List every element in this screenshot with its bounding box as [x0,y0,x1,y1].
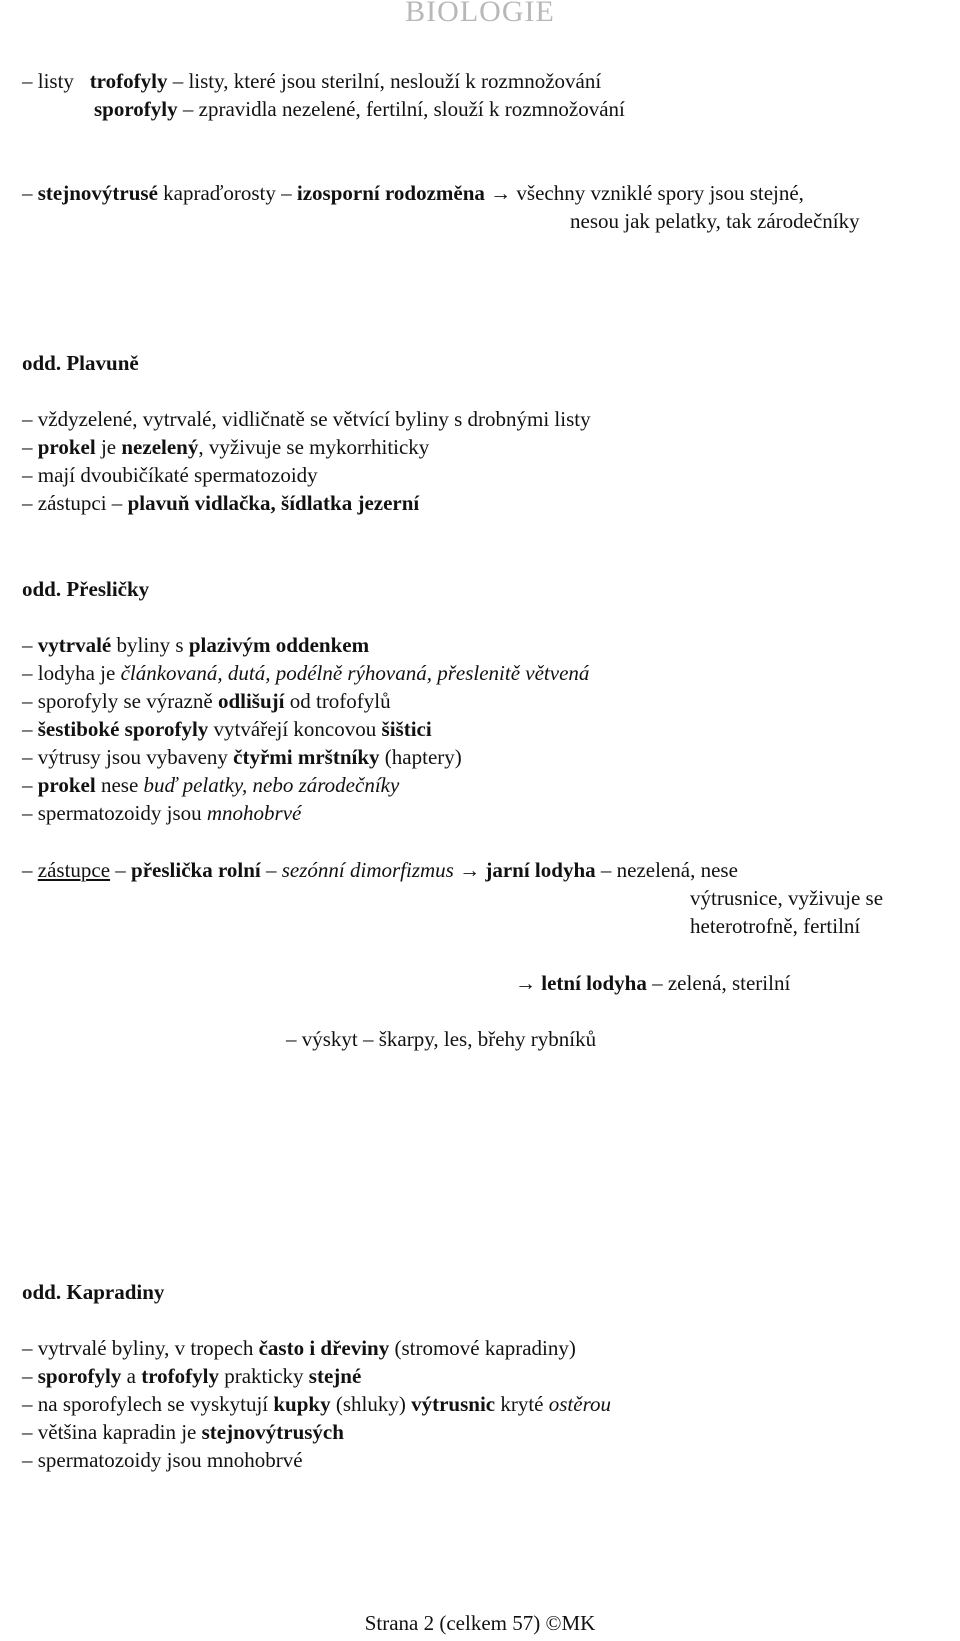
listy-desc-1: – listy, které jsou sterilní, neslouží k rozmnožování [172,69,602,93]
term: sporofyly [37,1364,122,1388]
text: od trofofylů [289,689,391,713]
dash: – [22,858,33,882]
term-zastupci: plavuň vidlačka, šídlatka jezerní [127,491,420,515]
arrow-icon: → [459,858,481,882]
term: jarní lodyha [485,858,596,882]
term-stejnovytruse: stejnovýtrusé [37,181,158,205]
term: čtyřmi mrštníky [233,745,380,769]
listy-line-1 [22,68,601,94]
page-footer: Strana 2 (celkem 57) ©MK [364,1611,596,1635]
term: přeslička rolní [131,858,261,882]
kapradiny-item-1 [22,1335,576,1361]
text: je [100,435,117,459]
text: – většina kapradin je [22,1420,197,1444]
preslicky-item-3 [22,688,391,714]
page-header: BIOLOGIE [405,0,555,28]
dash: – [115,858,126,882]
term: letní lodyha [541,971,647,995]
arrow-icon: → [490,181,512,205]
term: šištici [381,717,432,741]
zastupce-cont-1: výtrusnice, vyživuje se [690,886,884,910]
stejno-mid: kapraďorosty – [163,181,292,205]
italic-text: ostěrou [548,1392,611,1416]
plavune-item-3: – mají dvoubičíkaté spermatozoidy [22,463,318,487]
listy-line-2 [94,96,625,122]
text: (haptery) [384,745,462,769]
zastupce-cont-2: heterotrofně, fertilní [690,914,861,938]
preslicky-item-5 [22,744,462,770]
term: kupky [273,1392,331,1416]
term: stejnovýtrusých [201,1420,344,1444]
plavune-item-4 [22,490,419,516]
stejno-rest: všechny vzniklé spory jsou stejné, [516,181,804,205]
text: – nezelená, nese [600,858,738,882]
term: výtrusnic [411,1392,496,1416]
preslicky-item-2 [22,660,589,686]
term: trofofyly [141,1364,219,1388]
preslicky-item-7 [22,800,301,826]
underlined-label: zástupce [37,858,111,882]
text: – vytrvalé byliny, v tropech [22,1336,254,1360]
arrow-icon: → [515,971,536,995]
heading-preslicky: odd. Přesličky [22,577,150,601]
italic-text: článkovaná, dutá, podélně rýhovaná, přeslenitě větvená [120,661,590,685]
term: často i dřeviny [258,1336,390,1360]
stejno-line [22,180,804,206]
preslicky-item-4 [22,716,432,742]
preslicky-item-1 [22,632,369,658]
term-nezeleny: nezelený [121,435,199,459]
text: – sporofyly se výrazně [22,689,213,713]
term-trofofyly: trofofyly [89,69,168,93]
text: – spermatozoidy jsou [22,801,202,825]
text: (stromové kapradiny) [394,1336,576,1360]
dash: – [22,435,33,459]
text: (shluky) [335,1392,406,1416]
dash: – [22,717,33,741]
plavune-item-2 [22,434,429,460]
kapradiny-item-4 [22,1419,344,1445]
dash: – [22,633,33,657]
dash: – [22,1364,33,1388]
term: plazivým oddenkem [188,633,370,657]
summer-line [515,970,790,996]
heading-plavune: odd. Plavuně [22,351,139,375]
listy-desc-2: – zpravidla nezelené, fertilní, slouží k rozmnožování [182,97,625,121]
text: nese [100,773,139,797]
text: a [126,1364,136,1388]
italic-text: buď pelatky, nebo zárodečníky [143,773,400,797]
term: vytrvalé [37,633,112,657]
term-izosporni: izosporní rodozměna [296,181,485,205]
term: odlišují [217,689,285,713]
text: prakticky [224,1364,304,1388]
term-prokel: prokel [37,435,96,459]
term-sporofyly: sporofyly [94,97,178,121]
italic-text: sezónní dimorfizmus [281,858,454,882]
term: stejné [308,1364,362,1388]
stejno-cont: nesou jak pelatky, tak zárodečníky [570,209,860,233]
vyskyt-line: – výskyt – škarpy, les, břehy rybníků [286,1027,597,1051]
zastupce-line [22,857,738,883]
dash: – [22,69,33,93]
text: vytvářejí koncovou [213,717,377,741]
heading-kapradiny: odd. Kapradiny [22,1280,165,1304]
kapradiny-item-2 [22,1363,361,1389]
preslicky-item-6 [22,772,399,798]
listy-word: listy [37,69,74,93]
italic-text: mnohobrvé [206,801,302,825]
text: – lodyha je [22,661,116,685]
text: – zástupci – [22,491,123,515]
text: , vyživuje se mykorrhiticky [198,435,430,459]
text: – na sporofylech se vyskytují [22,1392,269,1416]
kapradiny-item-3 [22,1391,611,1417]
dash: – [266,858,277,882]
dash: – [22,773,33,797]
plavune-item-1: – vždyzelené, vytrvalé, vidličnatě se větvící byliny s drobnými listy [22,407,591,431]
dash: – [22,181,33,205]
text: kryté [500,1392,544,1416]
kapradiny-item-5: – spermatozoidy jsou mnohobrvé [22,1448,303,1472]
text: – výtrusy jsou vybaveny [22,745,228,769]
text: byliny s [116,633,184,657]
term: šestiboké sporofyly [37,717,209,741]
term: prokel [37,773,96,797]
text: – zelená, sterilní [652,971,791,995]
